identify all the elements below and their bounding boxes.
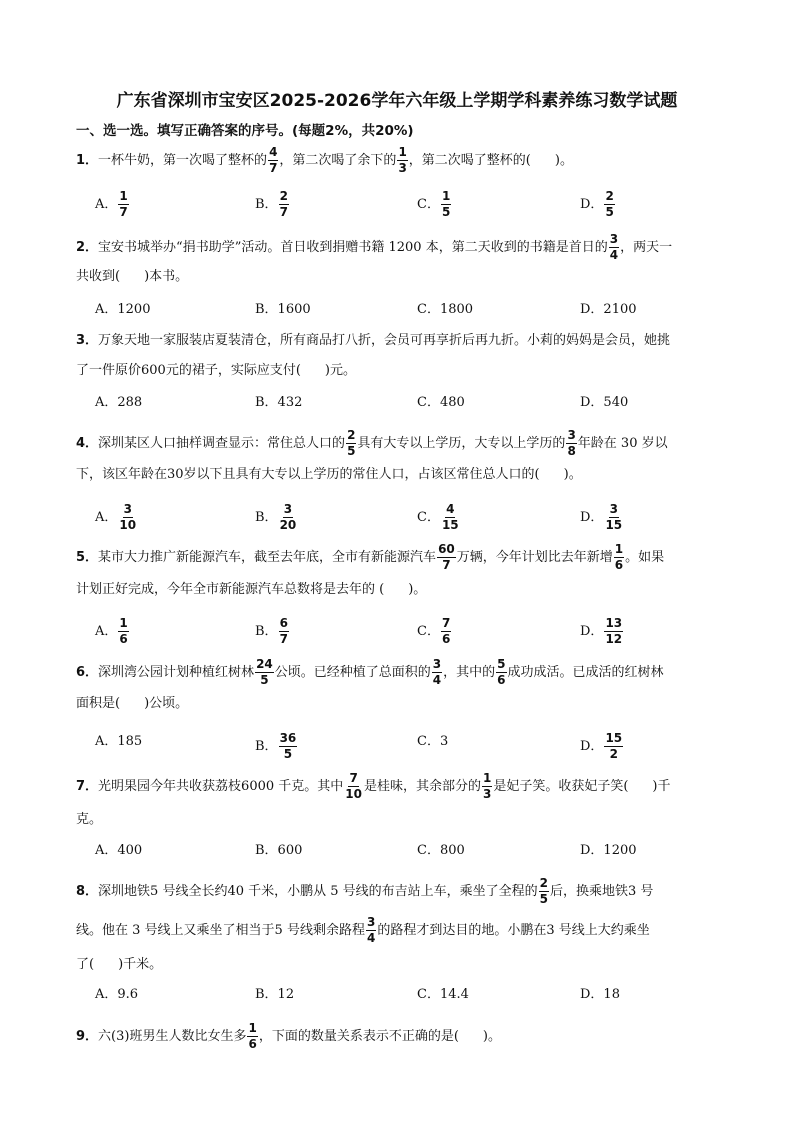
question-2: 2．宝安书城举办“捐书助学”活动。首日收到捐赠书籍 1200 本，第二天收到的书籍是首日的 $\frac{3}{4}$ ，两天一 [76,232,673,262]
option-b: B． $\frac{6}{7}$ [255,616,288,646]
fraction: $\frac{5}{6}$ [497,657,506,687]
option-d: D．2100 [580,302,637,317]
option-c: C． $\frac{4}{15}$ [417,502,459,532]
option-b: B．1600 [255,302,311,317]
question-number: 9． [76,1029,99,1044]
option-c: C．14.4 [417,987,469,1002]
option-a: A．400 [95,843,143,858]
question-number: 6． [76,665,99,680]
fraction: $\frac{3}{4}$ [432,657,442,687]
question-3: 3．万象天地一家服装店夏装清仓，所有商品打八折，会员可再享折后再九折。小莉的妈妈是会员，她挑 [76,333,671,348]
question-8-line-2: 线。他在 3 号线上又乘坐了相当于5 号线剩余路程 $\frac{3}{4}$ 的路程才到达目的地。小鹏在3 号线上大约乘坐 [76,915,650,945]
option-d: D． $\frac{2}{5}$ [580,189,614,219]
option-d: D． $\frac{15}{2}$ [580,731,623,761]
option-a: A．288 [95,395,143,410]
option-c: C． $\frac{1}{5}$ [417,189,451,219]
option-b: B． $\frac{2}{7}$ [255,189,288,219]
question-1: 1．一杯牛奶，第一次喝了整杯的 $\frac{4}{7}$ ，第二次喝了余下的 $\frac{1}{3}$ ，第二次喝了整杯的( )。 [76,145,573,175]
option-a: A． $\frac{1}{7}$ [95,189,128,219]
fraction: $\frac{1}{6}$ [614,542,624,572]
option-d: D．1200 [580,843,637,858]
option-b: B． $\frac{36}{5}$ [255,731,297,761]
question-number: 1． [76,153,99,168]
question-number: 8． [76,884,99,899]
section-heading: 一、选一选。填写正确答案的序号。(每题2%，共20%) [76,123,414,139]
question-6: 6．深圳湾公园计划种植红树林 $\frac{24}{5}$ 公顷。已经种植了总面积的 $\frac{3}{4}$ ，其中的 $\frac{5}{6}$ 成功成活。已成活的红树林 [76,657,664,687]
option-d: D． $\frac{13}{12}$ [580,616,623,646]
option-c: C． $\frac{7}{6}$ [417,616,451,646]
option-b: B．12 [255,987,295,1002]
question-4-line-2: 下，该区年龄在30岁以下且具有大专以上学历的常住人口，占该区常住总人口的( )。 [76,467,582,482]
option-a: A．1200 [95,302,151,317]
fraction: $\frac{3}{4}$ [366,915,376,945]
option-c: C．3 [417,734,449,749]
question-3-line-2: 了一件原价600元的裙子，实际应支付( )元。 [76,363,356,378]
question-2-line-2: 共收到( )本书。 [76,269,189,284]
option-d: D．540 [580,395,629,410]
option-a: A． $\frac{3}{10}$ [95,502,137,532]
option-b: B．432 [255,395,303,410]
fraction: $\frac{1}{3}$ [482,771,492,801]
question-4: 4．深圳某区人口抽样调查显示：常住总人口的 $\frac{2}{5}$ 具有大专以上学历，大专以上学历的 $\frac{3}{8}$ 年龄在 30 岁以 [76,428,668,458]
page-title: 广东省深圳市宝安区2025-2026学年六年级上学期学科素养练习数学试题 [116,91,678,111]
option-c: C．800 [417,843,465,858]
fraction: $\frac{4}{7}$ [269,145,278,175]
question-5: 5．某市大力推广新能源汽车，截至去年底，全市有新能源汽车 $\frac{60}{7}$ 万辆，今年计划比去年新增 $\frac{1}{6}$ 。如果 [76,542,665,572]
question-7: 7．光明果园今年共收获荔枝6000 千克。其中 $\frac{7}{10}$ 是桂味，其余部分的 $\frac{1}{3}$ 是妃子笑。收获妃子笑( )千 [76,771,671,801]
question-8: 8．深圳地铁5 号线全长约40 千米，小鹏从 5 号线的布吉站上车，乘坐了全程的 $\frac{2}{5}$ 后，换乘地铁3 号 [76,876,654,906]
fraction: $\frac{2}{5}$ [347,428,356,458]
fraction: $\frac{2}{5}$ [539,876,549,906]
question-number: 2． [76,240,99,255]
option-c: C．480 [417,395,465,410]
fraction: $\frac{7}{10}$ [345,771,362,801]
option-a: A．9.6 [95,987,139,1002]
option-b: B．600 [255,843,303,858]
fraction: $\frac{3}{4}$ [609,232,619,262]
option-a: A． $\frac{1}{6}$ [95,616,128,646]
question-number: 3． [76,333,99,348]
question-number: 5． [76,550,99,565]
option-d: D．18 [580,987,620,1002]
question-8-line-3: 了( )千米。 [76,957,163,972]
question-number: 4． [76,436,99,451]
option-b: B． $\frac{3}{20}$ [255,502,297,532]
question-7-line-2: 克。 [76,812,103,827]
fraction: $\frac{1}{6}$ [248,1021,257,1051]
fraction: $\frac{60}{7}$ [438,542,455,572]
question-5-line-2: 计划正好完成，今年全市新能源汽车总数将是去年的 ( )。 [76,582,427,597]
option-c: C．1800 [417,302,474,317]
fraction: $\frac{3}{8}$ [567,428,576,458]
option-a: A．185 [95,734,143,749]
question-number: 7． [76,779,99,794]
option-d: D． $\frac{3}{15}$ [580,502,623,532]
question-6-line-2: 面积是( )公顷。 [76,696,189,711]
fraction: $\frac{24}{5}$ [256,657,273,687]
question-9: 9．六(3)班男生人数比女生多 $\frac{1}{6}$ ，下面的数量关系表示不正确的是( )。 [76,1021,501,1051]
fraction: $\frac{1}{3}$ [398,145,407,175]
